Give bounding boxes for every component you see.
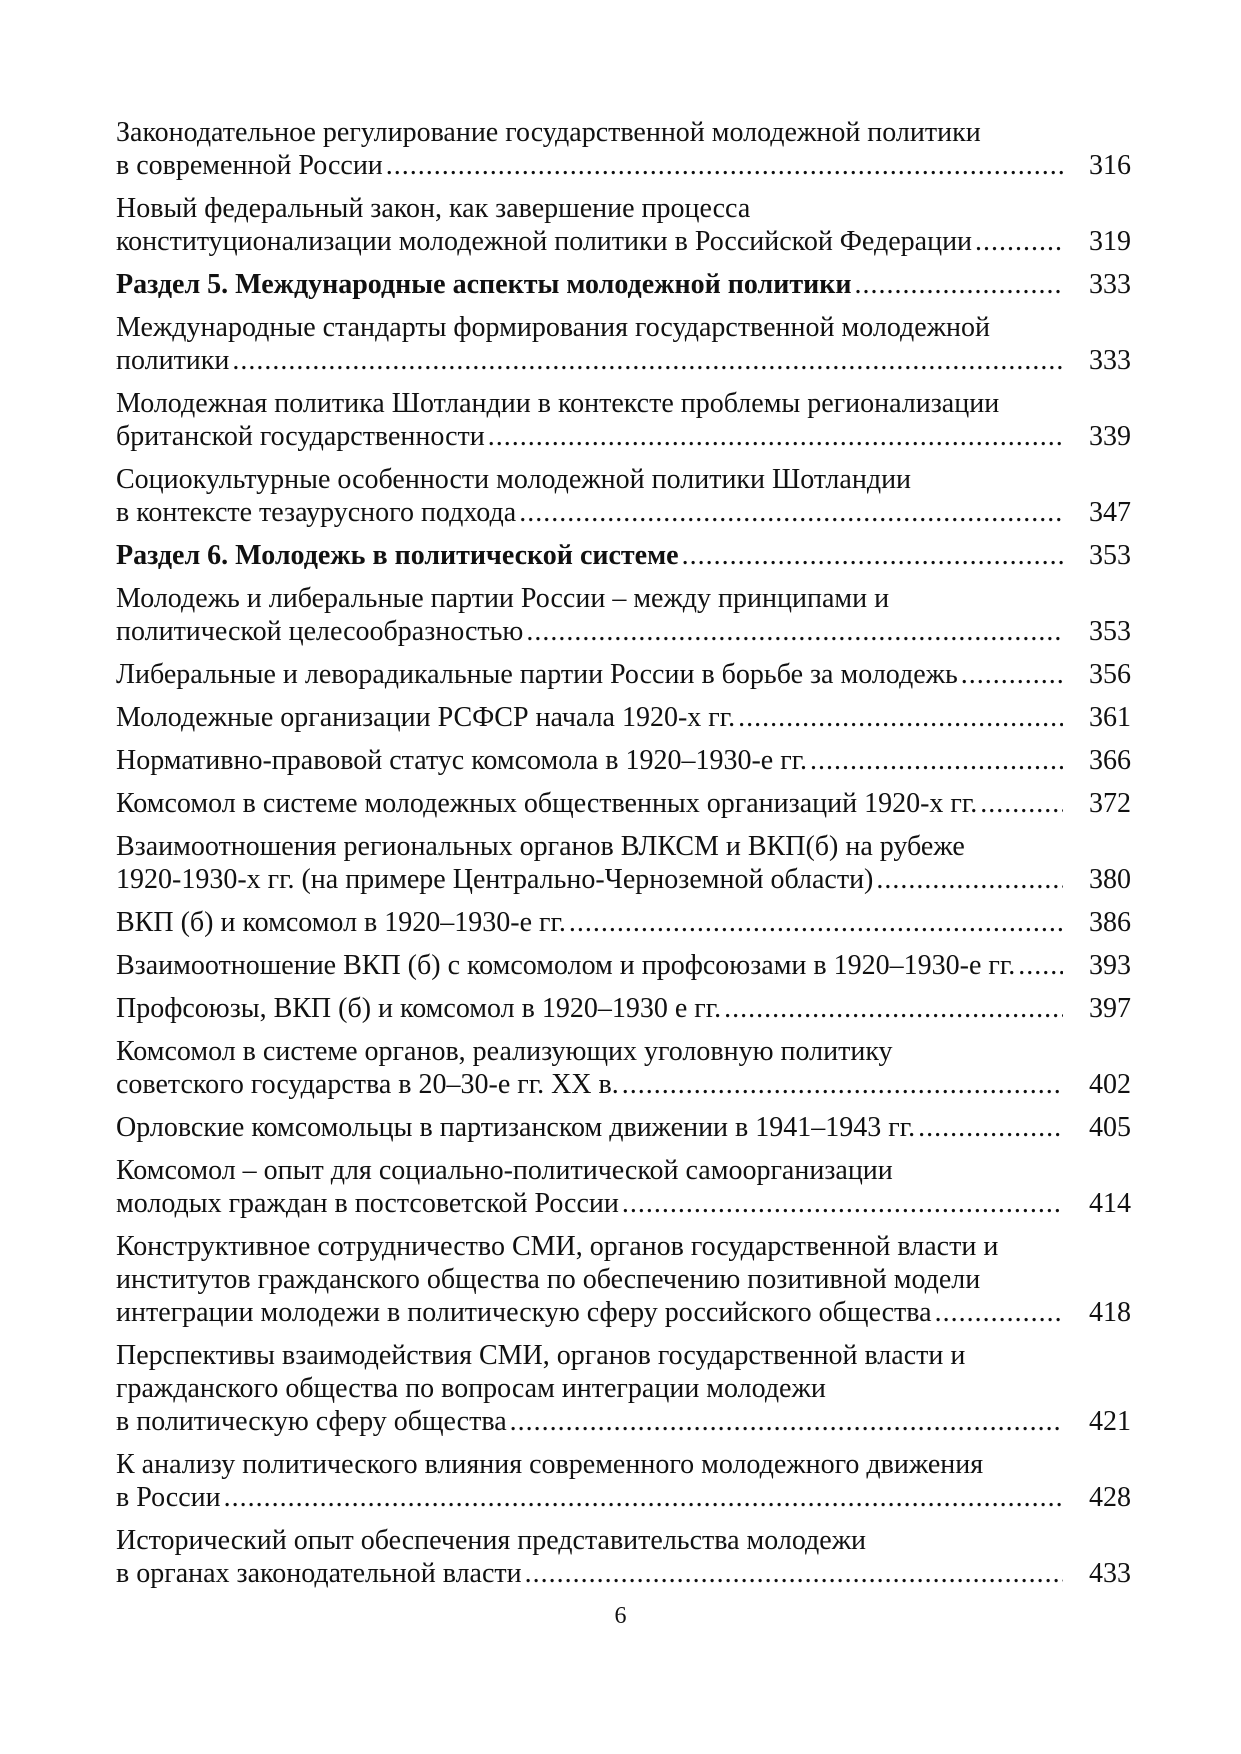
dot-leader — [488, 420, 1063, 453]
toc-entry-title-line: в России — [116, 1482, 221, 1513]
toc-entry — [116, 1035, 1131, 1101]
toc-page-number: 414 — [1089, 1188, 1131, 1219]
toc-page-number: 339 — [1089, 421, 1131, 452]
toc-entry-title-line: Молодежь и либеральные партии России – между принципами и — [116, 583, 890, 614]
toc-page-number: 393 — [1089, 950, 1131, 981]
toc-entry-title-line: Конструктивное сотрудничество СМИ, органов государственной власти и — [116, 1231, 999, 1262]
toc-page-number: 356 — [1089, 659, 1131, 690]
toc-page-number: 397 — [1089, 993, 1131, 1024]
dot-leader — [622, 1068, 1063, 1101]
toc-entry-title-line: в органах законодательной власти — [116, 1558, 522, 1589]
toc-section-heading — [116, 539, 1131, 572]
toc-entry — [116, 1448, 1131, 1514]
dot-leader — [975, 225, 1063, 258]
toc-entry — [116, 744, 1131, 777]
dot-leader — [935, 1296, 1063, 1329]
toc-entry — [116, 949, 1131, 982]
toc-entry-title-line: Молодежная политика Шотландии в контексте проблемы регионализации — [116, 388, 1000, 419]
toc-page-number: 353 — [1089, 616, 1131, 647]
dot-leader — [232, 344, 1063, 377]
toc-entry-title-line: Комсомол в системе молодежных общественных организаций 1920-х гг. — [116, 788, 978, 819]
toc-entry-title-line: Международные стандарты формирования государственной молодежной — [116, 312, 991, 343]
toc-entry-title-line: в контексте тезаурусного подхода — [116, 497, 517, 528]
toc-entry — [116, 387, 1131, 453]
toc-entry-title-line: советского государства в 20–30-е гг. XX в. — [116, 1069, 619, 1100]
toc-page-number: 421 — [1089, 1406, 1131, 1437]
toc-entry — [116, 658, 1131, 691]
toc-entry-title-line: Раздел 6. Молодежь в политической системе — [116, 540, 679, 571]
toc-entry — [116, 582, 1131, 648]
toc-entry-title-line: политики — [116, 345, 230, 376]
dot-leader — [961, 658, 1063, 691]
toc-entry — [116, 116, 1131, 182]
toc-entry-title-line: Комсомол – опыт для социально-политической самоорганизации — [116, 1155, 893, 1186]
toc-entry-title-line: политической целесообразностью — [116, 616, 524, 647]
toc-page-number: 418 — [1089, 1297, 1131, 1328]
toc-entry — [116, 1524, 1131, 1590]
dot-leader — [1018, 949, 1063, 982]
toc-section-heading — [116, 268, 1131, 301]
toc-page-number: 380 — [1089, 864, 1131, 895]
toc-page-number: 433 — [1089, 1558, 1131, 1589]
dot-leader — [738, 701, 1063, 734]
dot-leader — [980, 787, 1063, 820]
toc-entry-title-line: Комсомол в системе органов, реализующих уголовную политику — [116, 1036, 893, 1067]
toc-entry-title-line: Либеральные и леворадикальные партии России в борьбе за молодежь — [116, 659, 958, 690]
toc-entry-title-line: Раздел 5. Международные аспекты молодежной политики — [116, 269, 852, 300]
toc-entry-title-line: Орловские комсомольцы в партизанском движении в 1941–1943 гг. — [116, 1112, 916, 1143]
dot-leader — [622, 1187, 1063, 1220]
toc-entry — [116, 192, 1131, 258]
toc-entry-title-line: британской государственности — [116, 421, 485, 452]
toc-entry-title-line: Новый федеральный закон, как завершение процесса — [116, 193, 751, 224]
toc-page-number: 428 — [1089, 1482, 1131, 1513]
toc-entry — [116, 1230, 1131, 1329]
table-of-contents — [116, 116, 1131, 1600]
dot-leader — [526, 615, 1063, 648]
toc-entry-title-line: Молодежные организации РСФСР начала 1920-х гг. — [116, 702, 736, 733]
toc-entry-title-line: в политическую сферу общества — [116, 1406, 507, 1437]
toc-entry-title-line: Профсоюзы, ВКП (б) и комсомол в 1920–1930 е гг. — [116, 993, 722, 1024]
toc-entry-title-line: конституционализации молодежной политики в Российской Федерации — [116, 226, 973, 257]
toc-page-number: 333 — [1089, 345, 1131, 376]
toc-entry — [116, 1111, 1131, 1144]
toc-entry-title-line: Социокультурные особенности молодежной политики Шотландии — [116, 464, 912, 495]
toc-entry-title-line: Взаимоотношение ВКП (б) с комсомолом и профсоюзами в 1920–1930-е гг. — [116, 950, 1016, 981]
toc-entry-title-line: гражданского общества по вопросам интеграции молодежи — [116, 1373, 826, 1404]
toc-entry — [116, 906, 1131, 939]
dot-leader — [876, 863, 1063, 896]
toc-page-number: 386 — [1089, 907, 1131, 938]
toc-entry — [116, 992, 1131, 1025]
toc-entry — [116, 311, 1131, 377]
toc-entry-title-line: Законодательное регулирование государственной молодежной политики — [116, 117, 981, 148]
dot-leader — [519, 496, 1063, 529]
dot-leader — [682, 539, 1063, 572]
dot-leader — [810, 744, 1063, 777]
toc-entry-title-line: К анализу политического влияния современного молодежного движения — [116, 1449, 984, 1480]
toc-entry — [116, 1339, 1131, 1438]
toc-page-number: 319 — [1089, 226, 1131, 257]
toc-entry — [116, 1154, 1131, 1220]
toc-page-number: 366 — [1089, 745, 1131, 776]
dot-leader — [724, 992, 1063, 1025]
toc-page-number: 347 — [1089, 497, 1131, 528]
toc-page-number: 402 — [1089, 1069, 1131, 1100]
toc-page-number: 333 — [1089, 269, 1131, 300]
toc-page-number: 372 — [1089, 788, 1131, 819]
toc-entry — [116, 463, 1131, 529]
toc-entry-title-line: молодых граждан в постсоветской России — [116, 1188, 619, 1219]
dot-leader — [918, 1111, 1063, 1144]
toc-entry-title-line: 1920-1930-х гг. (на примере Центрально-Черноземной области) — [116, 864, 874, 895]
toc-entry-title-line: в современной России — [116, 150, 383, 181]
toc-entry-title-line: Перспективы взаимодействия СМИ, органов государственной власти и — [116, 1340, 966, 1371]
dot-leader — [525, 1557, 1063, 1590]
toc-entry — [116, 701, 1131, 734]
toc-page-number: 405 — [1089, 1112, 1131, 1143]
dot-leader — [224, 1481, 1063, 1514]
dot-leader — [510, 1405, 1063, 1438]
toc-entry-title-line: Нормативно-правовой статус комсомола в 1920–1930-е гг. — [116, 745, 808, 776]
toc-entry-title-line: интеграции молодежи в политическую сферу российского общества — [116, 1297, 932, 1328]
dot-leader — [569, 906, 1063, 939]
toc-page-number: 361 — [1089, 702, 1131, 733]
dot-leader — [386, 149, 1063, 182]
toc-entry-title-line: ВКП (б) и комсомол в 1920–1930-е гг. — [116, 907, 566, 938]
toc-page-number: 316 — [1089, 150, 1131, 181]
page-number: 6 — [614, 1603, 627, 1629]
toc-entry — [116, 830, 1131, 896]
toc-entry — [116, 787, 1131, 820]
toc-entry-title-line: Взаимоотношения региональных органов ВЛКСМ и ВКП(б) на рубеже — [116, 831, 965, 862]
dot-leader — [854, 268, 1063, 301]
toc-entry-title-line: институтов гражданского общества по обеспечению позитивной модели — [116, 1264, 981, 1295]
toc-page-number: 353 — [1089, 540, 1131, 571]
toc-entry-title-line: Исторический опыт обеспечения представительства молодежи — [116, 1525, 867, 1556]
